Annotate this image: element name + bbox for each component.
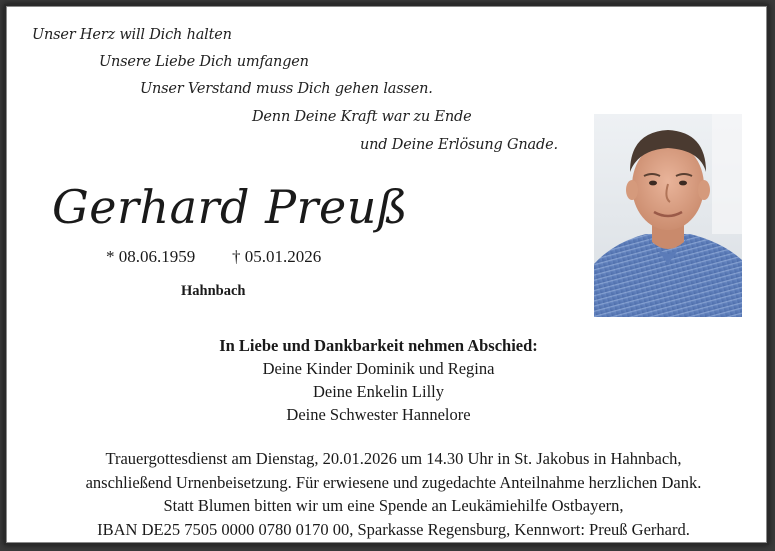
notice-line-2: anschließend Urnenbeisetzung. Für erwiesene und zugedachte Anteilnahme herzlichen Dank. xyxy=(85,472,702,492)
poem-line-4: Denn Deine Kraft war zu Ende xyxy=(252,109,472,125)
birth-date: * 08.06.1959 xyxy=(106,247,196,266)
poem-line-1: Unser Herz will Dich halten xyxy=(32,27,232,43)
notice-line-1: Trauergottesdienst am Dienstag, 20.01.2026 um 14.30 Uhr in St. Jakobus in Hahnbach, xyxy=(105,449,682,468)
notice-line-3: Statt Blumen bitten wir um eine Spende an Leukämiehilfe Ostbayern, xyxy=(163,496,624,515)
deceased-name: Gerhard Preuß xyxy=(52,180,409,234)
mourners-line-1: Deine Kinder Dominik und Regina xyxy=(262,359,495,378)
obituary-card xyxy=(4,4,769,545)
portrait-photo xyxy=(594,114,742,317)
portrait-image xyxy=(594,114,742,317)
death-date: † 05.01.2026 xyxy=(232,247,322,266)
mourners-line-3: Deine Schwester Hannelore xyxy=(286,405,471,424)
poem-line-2: Unsere Liebe Dich umfangen xyxy=(99,54,309,70)
notice-line-4: IBAN DE25 7505 0000 0780 0170 00, Sparkasse Regensburg, Kennwort: Preuß Gerhard. xyxy=(97,519,690,539)
hometown: Hahnbach xyxy=(181,283,246,299)
mourners-line-2: Deine Enkelin Lilly xyxy=(312,382,445,401)
mourners-block xyxy=(106,334,651,426)
funeral-notice xyxy=(26,447,761,541)
mourners-heading: In Liebe und Dankbarkeit nehmen Abschied: xyxy=(219,336,538,355)
poem-line-3: Unser Verstand muss Dich gehen lassen. xyxy=(140,81,433,97)
poem-line-5: und Deine Erlösung Gnade. xyxy=(360,137,558,153)
